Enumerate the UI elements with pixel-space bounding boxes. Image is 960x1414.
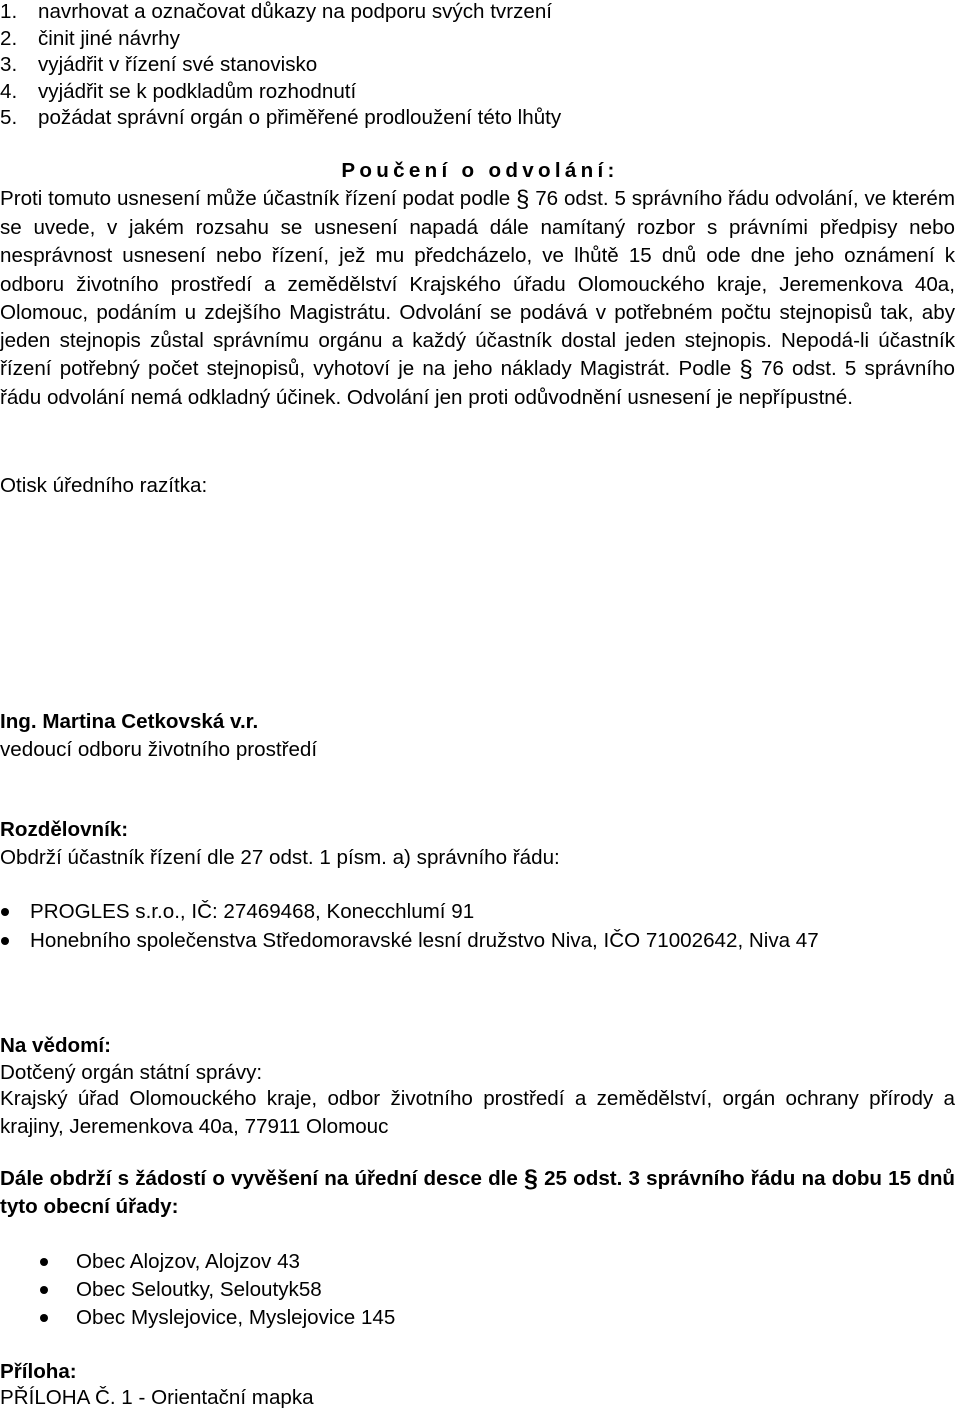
list-number: 2. [0, 26, 18, 50]
paragraph-text: 76 odst. 5 správního řádu odvolání, ve kterém se uvede, v jakém rozsahu se usnesení napadá dále namítaný rozbor s právními předpisy nebo nesprávnost usnesení nebo řízení, jež mu předcházelo, ve lhůtě 15 dnů ode dne jeho oznámení k odboru životního prostředí a zemědělství Krajského úřadu Olomouckého kraje, Jeremenkova 40a, Olomouc, podáním u zdejšího Magistrátu. Odvolání se podává v potřebném počtu stejnopisů tak, aby jeden stejnopis zůstal správnímu orgánu a každý účastník dostal jeden stejnopis. Nepodá-li účastník řízení potřebný počet stejnopisů, vyhotoví je na jeho náklady Magistrát. Podle [0, 187, 955, 381]
municipality-list [76, 1248, 395, 1332]
bullet-icon [1, 908, 9, 916]
list-item [0, 26, 561, 53]
distribution-heading: Rozdělovník: [0, 818, 129, 841]
signer-name: Ing. Martina Cetkovská v.r. [0, 710, 259, 733]
distribution-text: Obdrží účastník řízení dle 27 odst. 1 písm. a) správního řádu: [0, 846, 560, 869]
list-item [0, 79, 561, 106]
list-number: 5. [0, 106, 18, 129]
paragraph-text: 25 odst. 3 správního řádu na dobu 15 dnů tyto obecní úřady: [0, 1167, 955, 1218]
list-text: navrhovat a označovat důkazy na podporu svých tvrzení [38, 0, 552, 23]
paragraph-text: Dále obdrží s žádostí o vyvěšení na úřední desce dle [0, 1167, 525, 1190]
bullet-icon [1, 937, 9, 945]
list-item [0, 52, 561, 79]
list-item [76, 1304, 395, 1332]
stamp-label: Otisk úředního razítka: [0, 474, 208, 497]
list-text: vyjádřit v řízení své stanovisko [38, 53, 318, 76]
for-information-heading: Na vědomí: [0, 1034, 112, 1057]
list-number: 1. [0, 0, 18, 23]
posting-request-paragraph [0, 1165, 955, 1221]
list-text: činit jiné návrhy [38, 26, 180, 50]
appeal-instruction-heading: Poučení o odvolání: [341, 159, 619, 182]
attachment-text: PŘÍLOHA Č. 1 - Orientační mapka [0, 1386, 314, 1409]
list-number: 3. [0, 53, 18, 76]
for-information-address: Krajský úřad Olomouckého kraje, odbor životního prostředí a zemědělství, orgán ochrany přírody a krajiny, Jeremenkova 40a, 77911 Olomouc [0, 1087, 955, 1138]
list-text: Obec Myslejovice, Myslejovice 145 [76, 1306, 396, 1329]
bullet-icon [40, 1286, 48, 1294]
bullet-icon [40, 1258, 48, 1266]
rights-list [0, 0, 561, 132]
list-text: Obec Seloutky, Seloutyk58 [76, 1278, 322, 1301]
list-text: Obec Alojzov, Alojzov 43 [76, 1250, 300, 1273]
list-text: Honebního společenstva Středomoravské lesní družstvo Niva, IČO 71002642, Niva 47 [30, 929, 819, 952]
signer-role: vedoucí odboru životního prostředí [0, 738, 318, 761]
paragraph-text: 76 odst. 5 správního řádu odvolání nemá odkladný účinek. Odvolání jen proti odůvodnění usnesení je nepřípustné. [0, 357, 956, 410]
paragraph-text: Proti tomuto usnesení může účastník řízení podat podle [0, 187, 517, 210]
section-sign: § [739, 356, 753, 384]
list-item [30, 898, 819, 927]
list-item [76, 1248, 395, 1276]
attachment-heading: Příloha: [0, 1360, 77, 1383]
for-information-line: Dotčený orgán státní správy: [0, 1061, 263, 1084]
section-sign: § [524, 1165, 538, 1193]
list-text: vyjádřit se k podkladům rozhodnutí [38, 79, 357, 103]
appeal-instruction-paragraph [0, 185, 955, 413]
list-item [0, 0, 561, 26]
bullet-icon [40, 1314, 48, 1322]
list-item [76, 1276, 395, 1304]
distribution-list [30, 898, 819, 956]
section-sign: § [516, 186, 530, 213]
list-text: požádat správní orgán o přiměřené prodloužení této lhůty [38, 106, 562, 129]
list-text: PROGLES s.r.o., IČ: 27469468, Konecchlumí 91 [30, 900, 475, 923]
list-item [30, 927, 819, 956]
list-number: 4. [0, 79, 18, 103]
list-item [0, 105, 561, 132]
